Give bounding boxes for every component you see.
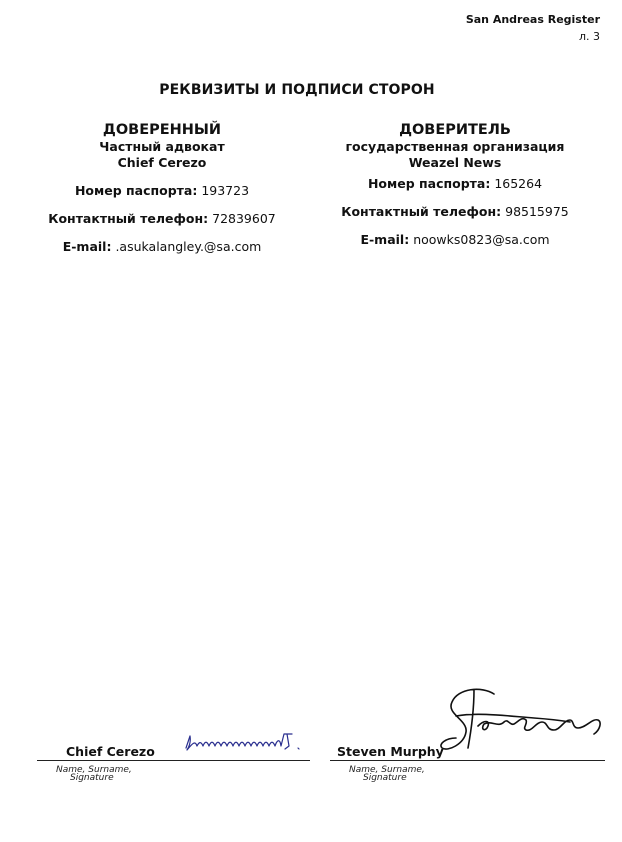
trustee-phone-label: Контактный телефон: [48, 211, 209, 226]
left-signature-line [37, 760, 310, 761]
right-handwritten-signature [438, 686, 606, 758]
trustee-role: ДОВЕРЕННЫЙ [102, 122, 222, 138]
left-signature-caption [56, 766, 132, 782]
trustee-email-label: E-mail: [62, 239, 112, 254]
principal-role: ДОВЕРИТЕЛЬ [399, 122, 511, 138]
principal-phone-value: 98515975 [501, 204, 569, 219]
principal-email-value: noowks0823@sa.com [409, 232, 550, 247]
right-caption-line2: Signature [363, 773, 407, 783]
section-title: РЕКВИЗИТЫ И ПОДПИСИ СТОРОН [159, 82, 435, 98]
right-caption-line1: Name, Surname, [349, 765, 425, 775]
trustee-passport-label: Номер паспорта: [74, 183, 198, 198]
left-caption-line2: Signature [70, 773, 114, 783]
trustee-email [22, 239, 302, 255]
trustee-passport-value: 193723 [197, 183, 250, 198]
left-signer-name: Chief Cerezo [66, 744, 155, 759]
principal-name: Weazel News [408, 155, 502, 170]
principal-phone-label: Контактный телефон: [341, 204, 502, 219]
principal-passport [312, 176, 598, 192]
principal-email [312, 232, 598, 248]
trustee-phone [22, 211, 302, 227]
right-signer-name: Steven Murphy [337, 744, 444, 759]
right-signature-caption [349, 766, 425, 782]
trustee-phone-value: 72839607 [208, 211, 276, 226]
trustee-passport [22, 183, 302, 199]
register-name: San Andreas Register [465, 13, 600, 26]
principal-phone [312, 204, 598, 220]
trustee-name: Chief Cerezo [117, 155, 207, 170]
left-caption-line1: Name, Surname, [56, 765, 132, 775]
page-number: л. 3 [578, 30, 600, 43]
trustee-type: Частный адвокат [99, 139, 225, 154]
trustee-email-value: .asukalangley.@sa.com [111, 239, 262, 254]
principal-passport-label: Номер паспорта: [367, 176, 491, 191]
trustee-block [22, 121, 302, 255]
principal-type: государственная организация [345, 139, 565, 154]
right-signature-line [330, 760, 605, 761]
left-handwritten-signature [180, 728, 310, 758]
principal-email-label: E-mail: [360, 232, 410, 247]
principal-passport-value: 165264 [490, 176, 543, 191]
principal-block [312, 121, 598, 248]
page-header [466, 13, 600, 43]
